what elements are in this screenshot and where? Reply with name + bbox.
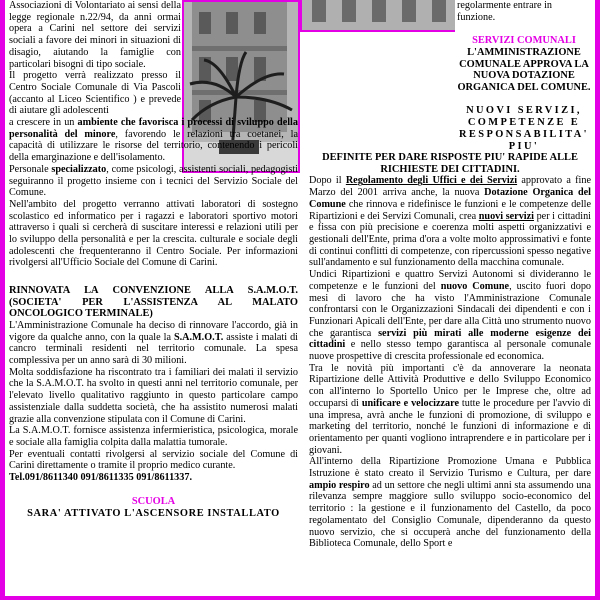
right-paragraph-2: Undici Ripartizioni e quattro Servizi Autonomi si divideranno le competenze e le funzioni del nuovo Comune, uscito fuori dopo mesi di lavoro che ha visto l'Amministrazione Comunale confrontarsi con le Organizzazioni Sindacali dei dipendenti e con i Funzionari Apicali dell'Ente, per dare alla Città uno strumento nuovo che garantisca servizi più mirati alle moderne esigenze dei cittadini e nello stesso tempo garantisca al personale comunale nuove prospettive di crescita professionale ed economica. [309,269,592,363]
right-paragraph-3: Tra le novità più importanti c'è da annoverare la neonata Ripartizione delle Attività Produttive e dello Sviluppo Economico con all'interno lo Sportello Unico per le Imprese che, oltre ad occuparsi di unificare e velocizzare tutte le procedure per l'avvio di una impresa, avrà anche le funzioni di promozione, di sviluppo e marketing del territorio, nonché le funzioni di informazione e di orientamento per quanti vogliono intraprendere e in particolare per i giovani. [309,362,591,456]
page-border-bottom [0,596,600,600]
samot-paragraph-1: L'Amministrazione Comunale ha deciso di rinnovare l'accordo, già in vigore da qualche anno, con la quale la S.A.M.O.T. assiste i malati di cancro terminali residenti nel territorio comunale. La spesa complessiva per un anno sarà di 30 milioni. [9,319,298,367]
spacer [309,23,591,35]
samot-heading: RINNOVATA LA CONVENZIONE ALLA S.A.M.O.T. (SOCIETA' PER L'ASSISTENZA AL MALATO ONCOLOGICO TERMINALE) [9,285,298,320]
right-paragraph-4: All'interno della Ripartizione Promozione Umana e Pubblica Istruzione è stato creato il Servizio Turismo e Cultura, per dare ampio respiro ad un settore che negli ultimi anni sta assumendo una rilevanza sempre maggiore sullo sviluppo socio-economico del territorio : la gestione e il funzionamento del Castello, da poco regolamentato del Consiglio Comunale, dipenderanno da questo nuovo servizio, che si occuperà anche del funzionamento della Biblioteca Comunale, dello Sport e [309,456,591,550]
left-paragraph-3: Personale specializzato, come psicologi, assistenti sociali, pedagogisti seguiranno il progetto insieme con i tecnici del Servizio Sociale del Comune. [9,163,299,199]
right-paragraph-1: Dopo il Regolamento degli Uffici e dei Servizi approvato a fine Marzo del 2001 arriva anche, la nuova Dotazione Organica del Comune che rinnova e ridefinisce le funzioni e le competenze delle Ripartizioni e dei Servizi Comunali, crea nuovi servizi per i cittadini e fissa con più precisione e coerenza molti aspetti organizzativi e gestionali dell'Ente, prima d'ora a volte molto approssimativi e fonte di continui conflitti di competenze, con ripercussioni spesso negative sull'andamento e sul funzionamento della macchina comunale. [309,175,591,269]
scuola-subheading: SARA' ATTIVATO L'ASCENSORE INSTALLATO [27,507,280,519]
nuovi-heading: NUOVI SERVIZI, COMPETENZE E RESPONSABILITA' PIU' [459,105,589,152]
servizi-subheading: L'AMMINISTRAZIONE COMUNALE APPROVA LA NUOVA DOTAZIONE ORGANICA DEL COMUNE. [457,47,591,93]
left-paragraph-1: Associazioni di Volontariato ai sensi della legge regionale n.22/94, da anni ormai opera a Carini nel settore dei servizi sociali a favore dei minori in situazioni di disagio, aiutando la famiglie con particolari bisogni di tipo sociale. [9,0,181,70]
left-paragraph-2: Il progetto verrà realizzato presso il Centro Sociale Comunale di Via Pascoli (accanto al Liceo Scientifico ) e prevede di aiutare gli adolescenti [9,70,181,117]
right-intro: regolarmente entrare in funzione. [457,0,553,23]
right-column [309,0,591,550]
left-paragraph-4: Nell'ambito del progetto verranno attivati laboratori di sostegno scolastico ed informatico per i ragazzi e laboratori sportivo motori attraverso i quali si cercherà di suscitare interessi e relazioni utili per lo sviluppo della personalità e per la crescita. culturale e sociale degli adolescenti che frequenteranno il Centro Sociale. Per informazioni rivolgersi all'Ufficio Sociale del Comune di Carini. [9,198,298,269]
left-paragraph-2b: a crescere in un ambiente che favorisca i processi di sviluppo della personalità del minore, favorendo le relazioni tra coetanei, la capacità di utilizzare le risorse del territorio, contenendo i pericoli della emarginazione e dell'isolamento. [9,117,298,164]
spacer [309,93,591,105]
left-column [9,0,298,519]
servizi-heading: SERVIZI COMUNALI [472,35,576,47]
samot-paragraph-3: La S.A.M.O.T. fornisce assistenza infermieristica, psicologica, morale e sociale alla famiglia colpita dalla malattia tumorale. [9,425,298,448]
page-border-right [595,0,600,600]
spacer [9,269,298,285]
nuovi-heading-2: DEFINITE PER DARE RISPOSTE PIU' RAPIDE ALLE RICHIESTE DEI CITTADINI. [322,152,578,175]
samot-paragraph-4: Per eventuali contatti rivolgersi al servizio sociale del Comune di Carini direttamente o tramite il proprio medico curante. [9,448,298,472]
spacer [9,484,298,496]
page-border-left [0,0,5,600]
scuola-heading: SCUOLA [131,495,176,507]
samot-phones: Tel.091/8611340 091/8611335 091/8611337. [9,472,193,484]
samot-paragraph-2: Molta soddisfazione ha riscontrato tra i familiari dei malati il servizio che la S.A.M.O.T. ha svolto in questi anni nel territorio comunale, per l'elevato livello qualitativo raggiunto in questo particolare campo assistenziale dalla suddetta società, che ha assistito numerosi malati grazie alla convenzione stipulata con il Comune di Carini. [9,366,298,425]
